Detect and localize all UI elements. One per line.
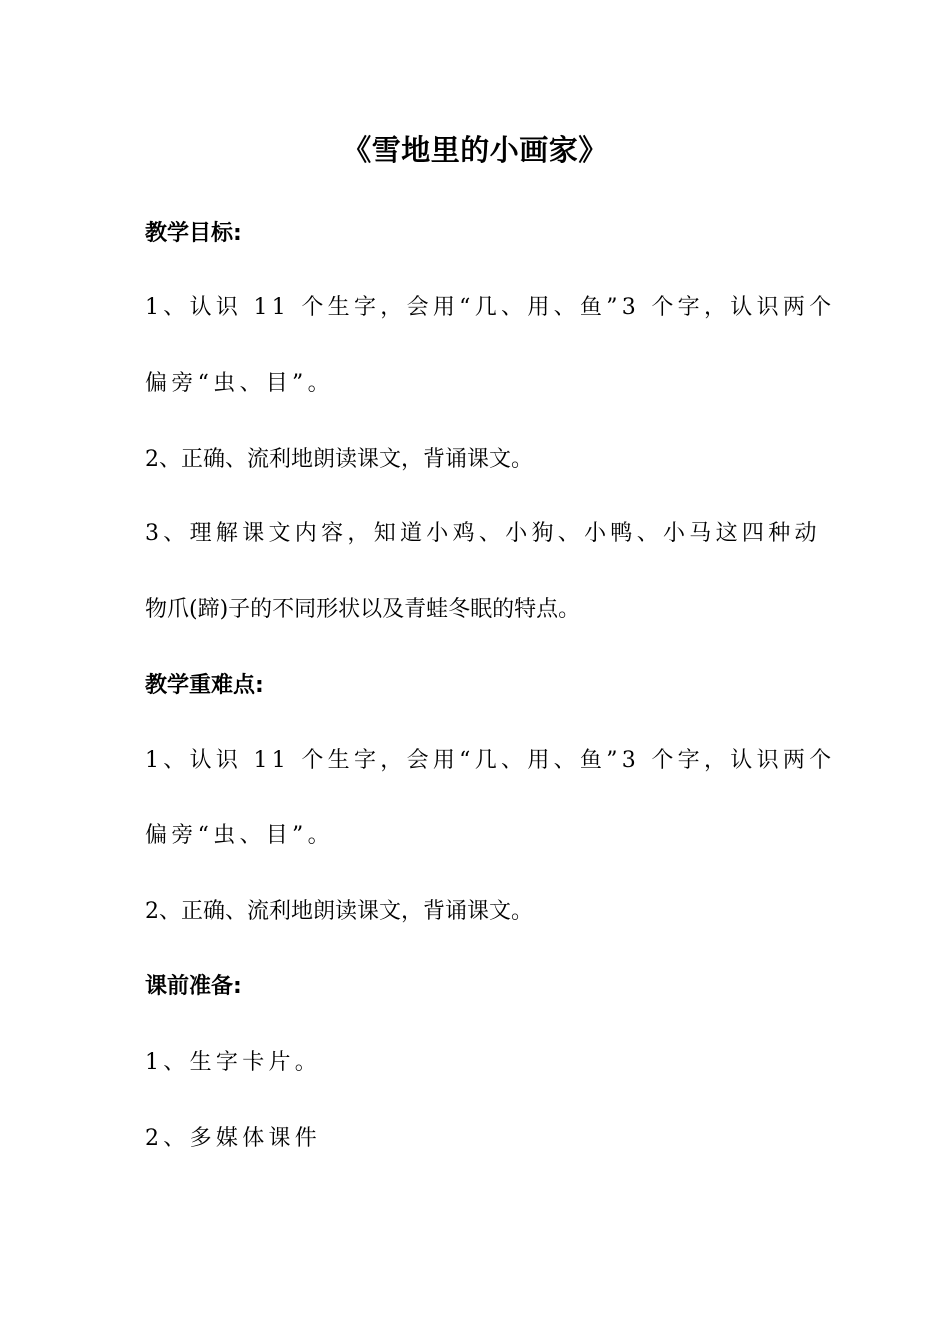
- section-heading-teaching-goals: 教学目标:: [145, 221, 242, 246]
- goal-item-2: 2、正确、流利地朗读课文，背诵课文。: [145, 447, 533, 472]
- document-title: 《雪地里的小画家》: [342, 133, 608, 167]
- goal-item-3-line-2: 物爪(蹄)子的不同形状以及青蛙冬眠的特点。: [145, 597, 581, 622]
- key-point-item-2: 2、正确、流利地朗读课文，背诵课文。: [145, 899, 533, 924]
- key-point-item-1-line-1: 1、认识 11 个生字，会用“几、用、鱼”3 个字，认识两个: [145, 748, 836, 773]
- preparation-item-2: 2、多媒体课件: [145, 1126, 322, 1151]
- goal-item-1-line-2: 偏旁“虫、目”。: [145, 371, 334, 396]
- goal-item-3-line-1: 3、理解课文内容，知道小鸡、小狗、小鸭、小马这四种动: [145, 521, 821, 546]
- key-point-item-1-line-2: 偏旁“虫、目”。: [145, 823, 334, 848]
- preparation-item-1: 1、生字卡片。: [145, 1050, 322, 1075]
- goal-item-1-line-1: 1、认识 11 个生字，会用“几、用、鱼”3 个字，认识两个: [145, 295, 836, 320]
- section-heading-preparation: 课前准备:: [145, 974, 242, 999]
- section-heading-key-points: 教学重难点:: [145, 673, 264, 698]
